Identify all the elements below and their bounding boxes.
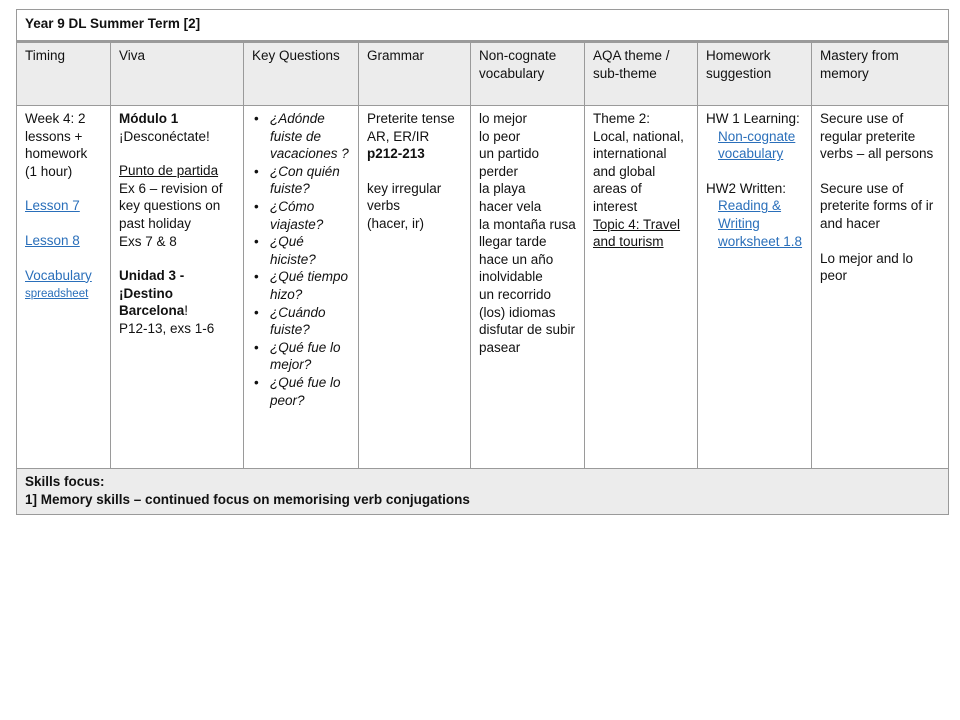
key-question: • ¿Adónde fuiste de vacaciones ? <box>270 110 350 163</box>
pages-text: P12-13, exs 1-6 <box>119 320 215 336</box>
skills-focus-cell <box>17 469 949 515</box>
key-question: • ¿Cuándo fuiste? <box>270 304 350 339</box>
vocab-item: inolvidable <box>479 269 543 285</box>
mastery-item: Secure use of preterite forms of ir and hacer <box>820 180 934 231</box>
lesson-7-link[interactable]: Lesson 7 <box>25 198 80 214</box>
key-question: • ¿Qué tiempo hizo? <box>270 268 350 303</box>
hw1-label: HW 1 Learning: <box>706 111 800 126</box>
key-question: • ¿Qué fue lo peor? <box>270 374 350 409</box>
modulo-label: Módulo 1 <box>119 111 179 126</box>
header-row <box>17 42 949 106</box>
spreadsheet-link[interactable]: spreadsheet <box>25 288 89 301</box>
key-question: • ¿Cómo viajaste? <box>270 198 350 233</box>
aqa-topic: Topic 4: Travel and tourism <box>593 216 681 250</box>
reading-writing-link[interactable]: Reading & Writing worksheet 1.8 <box>718 198 803 249</box>
vocab-item: la playa <box>479 181 526 197</box>
header-homework: Homework suggestion <box>698 42 812 106</box>
vocab-cell <box>471 106 585 469</box>
skills-focus-line: 1] Memory skills – continued focus on memorising verb conjugations <box>25 491 470 507</box>
vocabulary-link[interactable]: Vocabulary <box>25 267 92 283</box>
unidad-label: Unidad 3 - <box>119 268 185 284</box>
vocab-item: llegar tarde <box>479 234 547 250</box>
content-row <box>17 106 949 469</box>
mastery-cell <box>812 106 949 469</box>
header-mastery: Mastery from memory <box>812 42 949 106</box>
vocab-item: hace un año <box>479 251 554 267</box>
lesson-8-link[interactable]: Lesson 8 <box>25 232 80 248</box>
punto-label: Punto de partida <box>119 163 219 179</box>
viva-cell <box>111 106 244 469</box>
timing-text: Week 4: 2 lessons + homework (1 hour) <box>25 111 88 179</box>
destino-bang: ! <box>184 303 189 319</box>
vocab-item: lo peor <box>479 128 521 144</box>
table-title: Year 9 DL Summer Term [2] <box>17 10 949 42</box>
vocab-item: un recorrido <box>479 286 552 302</box>
mastery-item: Secure use of regular preterite verbs – all persons <box>820 111 934 162</box>
key-questions-cell <box>244 106 359 469</box>
grammar-line: key irregular verbs <box>367 180 442 214</box>
key-question: • ¿Qué fue lo mejor? <box>270 339 350 374</box>
grammar-pages: p212-213 <box>367 146 425 162</box>
grammar-line: Preterite tense <box>367 111 455 126</box>
desconectate-label: ¡Desconéctate! <box>119 128 210 144</box>
aqa-theme: Theme 2: Local, national, international and global areas of interest <box>593 111 684 214</box>
non-cognate-vocab-link[interactable]: Non-cognate vocabulary <box>718 128 796 162</box>
key-question: • ¿Qué hiciste? <box>270 233 350 268</box>
exs78-text: Exs 7 & 8 <box>119 233 177 249</box>
header-aqa: AQA theme / sub-theme <box>585 42 698 106</box>
ex6-text: Ex 6 – revision of key questions on past holiday <box>119 180 223 231</box>
homework-cell <box>698 106 812 469</box>
vocab-item: perder <box>479 163 519 179</box>
mastery-item: Lo mejor and lo peor <box>820 250 914 284</box>
timing-cell <box>17 106 111 469</box>
skills-focus-label: Skills focus: <box>25 474 105 489</box>
vocab-item: lo mejor <box>479 111 528 126</box>
vocab-item: pasear <box>479 339 521 355</box>
lesson-plan-table <box>16 9 949 515</box>
vocab-item: hacer vela <box>479 198 542 214</box>
grammar-cell <box>359 106 471 469</box>
header-key-questions: Key Questions <box>244 42 359 106</box>
header-timing: Timing <box>17 42 111 106</box>
header-grammar: Grammar <box>359 42 471 106</box>
aqa-cell <box>585 106 698 469</box>
vocab-item: disfutar de subir <box>479 322 576 338</box>
destino-label: ¡Destino Barcelona <box>119 285 185 319</box>
header-viva: Viva <box>111 42 244 106</box>
header-non-cognate: Non-cognate vocabulary <box>471 42 585 106</box>
key-question: • ¿Con quién fuiste? <box>270 163 350 198</box>
vocab-item: un partido <box>479 146 540 162</box>
vocab-item: (los) idiomas <box>479 304 556 320</box>
vocab-item: la montaña rusa <box>479 216 576 232</box>
grammar-line: AR, ER/IR <box>367 128 430 144</box>
grammar-line: (hacer, ir) <box>367 215 425 231</box>
hw2-label: HW2 Written: <box>706 180 787 196</box>
skills-focus-row <box>17 469 949 515</box>
